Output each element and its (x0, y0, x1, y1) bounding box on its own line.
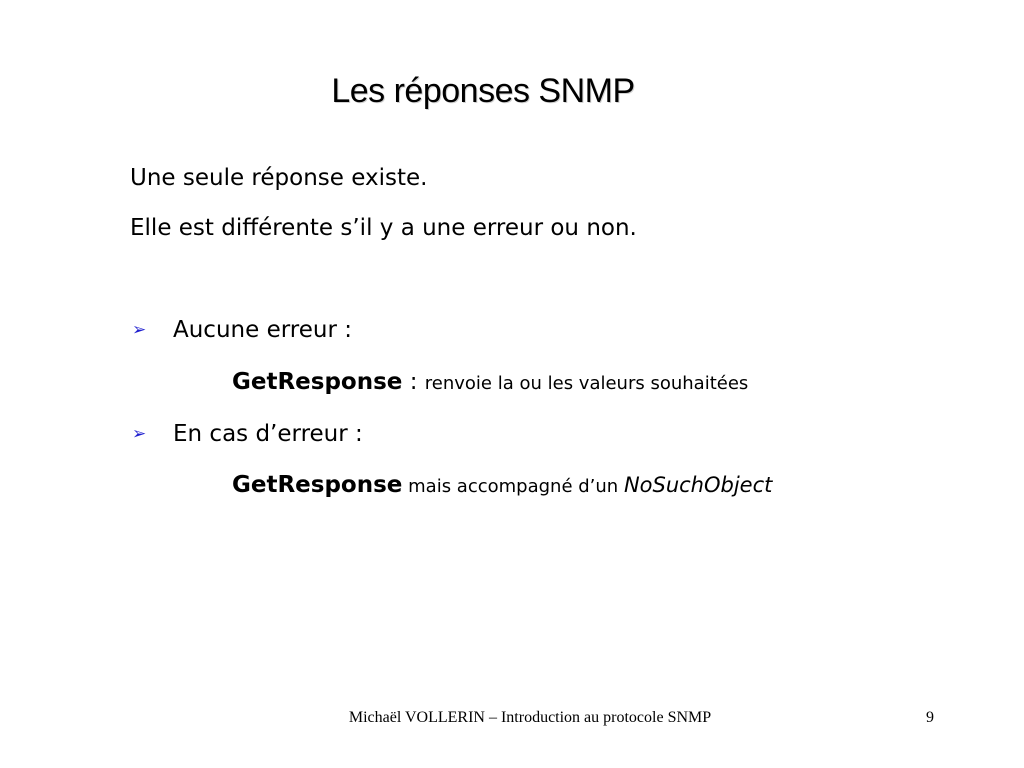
bullet-error-label: En cas d’erreur : (173, 421, 363, 447)
bullet-no-error-label: Aucune erreur : (173, 317, 352, 343)
getresponse-keyword: GetResponse (232, 369, 403, 395)
footer-text: Michaël VOLLERIN – Introduction au protocole SNMP (348, 709, 712, 726)
page-number: 9 (926, 709, 934, 726)
arrow-bullet-icon: ➢ (132, 320, 147, 340)
detail-description: mais accompagné d’un (402, 476, 624, 497)
detail-description: renvoie la ou les valeurs souhaitées (424, 373, 749, 394)
detail-separator: : (402, 369, 425, 395)
getresponse-keyword: GetResponse (232, 472, 403, 498)
slide-title: Les réponses SNMP (331, 72, 635, 110)
arrow-bullet-icon: ➢ (132, 424, 147, 444)
bullet-no-error-detail (232, 366, 748, 400)
nosuchobject-term: NoSuchObject (623, 473, 773, 497)
bullet-error-detail (232, 469, 772, 503)
intro-line-2: Elle est différente s’il y a une erreur ou non. (130, 215, 637, 241)
intro-line-1: Une seule réponse existe. (130, 165, 428, 191)
